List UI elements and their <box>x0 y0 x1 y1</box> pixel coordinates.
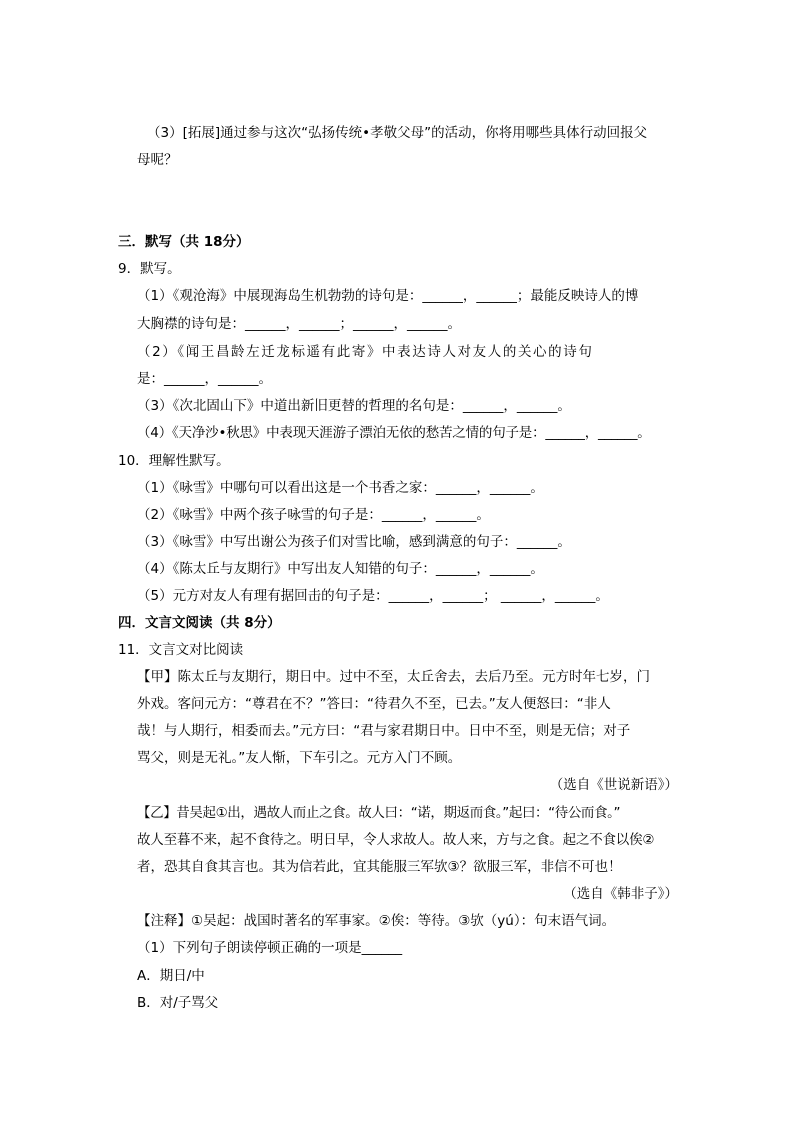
passage-jia-line-4: 骂父，则是无礼。”友人惭，下车引之。元方入门不顾。 <box>137 750 462 766</box>
passage-jia-line-2: 外戏。客问元方：“尊君在不？”答曰：“待君久不至，已去。”友人便怒曰：“非人 <box>137 696 611 712</box>
passage-yi-line-2: 故人至暮不来，起不食待之。明日早，令人求故人。故人来，方与之食。起之不食以俟② <box>137 832 655 848</box>
q11-title: 11．文言文对比阅读 <box>118 642 244 658</box>
passage-yi-line-3: 者，恐其自食其言也。其为信若此，宜其能服三军欤③？欲服三军，非信不可也！ <box>137 859 622 875</box>
annotation-note: 【注释】①吴起：战国时著名的军事家。②俟：等待。③欤（yú）：句末语气词。 <box>137 913 616 929</box>
q9-s2-line-2: 是：______，______。 <box>137 371 272 387</box>
section-3-heading: 三．默写（共 18分） <box>118 234 250 250</box>
q9-s4: （4）《天净沙•秋思》中表现天涯游子漂泊无依的愁苦之情的句子是：______，______。 <box>137 425 651 441</box>
passage-jia-source: （选自《世说新语》） <box>549 777 678 793</box>
q9-title: 9．默写。 <box>118 261 181 277</box>
passage-yi-source: （选自《韩非子》） <box>563 886 678 902</box>
option-a: A．期日/中 <box>137 968 205 984</box>
q10-s3: （3）《咏雪》中写出谢公为孩子们对雪比喻，感到满意的句子：______。 <box>137 534 571 550</box>
q9-s2-line-1: （2）《闻王昌龄左迁龙标遥有此寄》中表达诗人对友人的关心的诗句 <box>137 344 594 360</box>
q10-title: 10．理解性默写。 <box>118 453 230 469</box>
q9-s1-line-1: （1）《观沧海》中展现海岛生机勃勃的诗句是：______，______；最能反映诗人的博 <box>137 288 639 304</box>
passage-jia-line-3: 哉！与人期行，相委而去。”元方曰：“君与家君期日中。日中不至，则是无信；对子 <box>137 723 631 739</box>
q10-s4: （4）《陈太丘与友期行》中写出友人知错的句子：______，______。 <box>137 561 544 577</box>
option-b: B．对/子骂父 <box>137 995 219 1011</box>
section-4-heading: 四．文言文阅读（共 8分） <box>118 615 281 631</box>
q10-s2: （2）《咏雪》中两个孩子咏雪的句子是：______，______。 <box>137 507 490 523</box>
q3-line-1: （3）[拓展]通过参与这次“弘扬传统•孝敬父母”的活动，你将用哪些具体行动回报父 <box>147 125 648 141</box>
q3-line-2: 母呢？ <box>137 152 178 168</box>
q9-s3: （3）《次北固山下》中道出新旧更替的哲理的名句是：______，______。 <box>137 398 571 414</box>
passage-jia-line-1: 【甲】陈太丘与友期行，期日中。过中不至，太丘舍去，去后乃至。元方时年七岁，门 <box>137 669 650 685</box>
q11-sub-question-1: （1）下列句子朗读停顿正确的一项是______ <box>137 940 403 956</box>
passage-yi-line-1: 【乙】昔吴起①出，遇故人而止之食。故人曰：“诺，期返而食。”起曰：“待公而食。” <box>137 805 621 821</box>
q9-s1-line-2: 大胸襟的诗句是：______，______；______，______。 <box>137 316 461 332</box>
q10-s1: （1）《咏雪》中哪句可以看出这是一个书香之家：______，______。 <box>137 480 544 496</box>
q10-s5: （5）元方对友人有理有据回击的句子是：______，______； ______，______。 <box>137 588 609 604</box>
